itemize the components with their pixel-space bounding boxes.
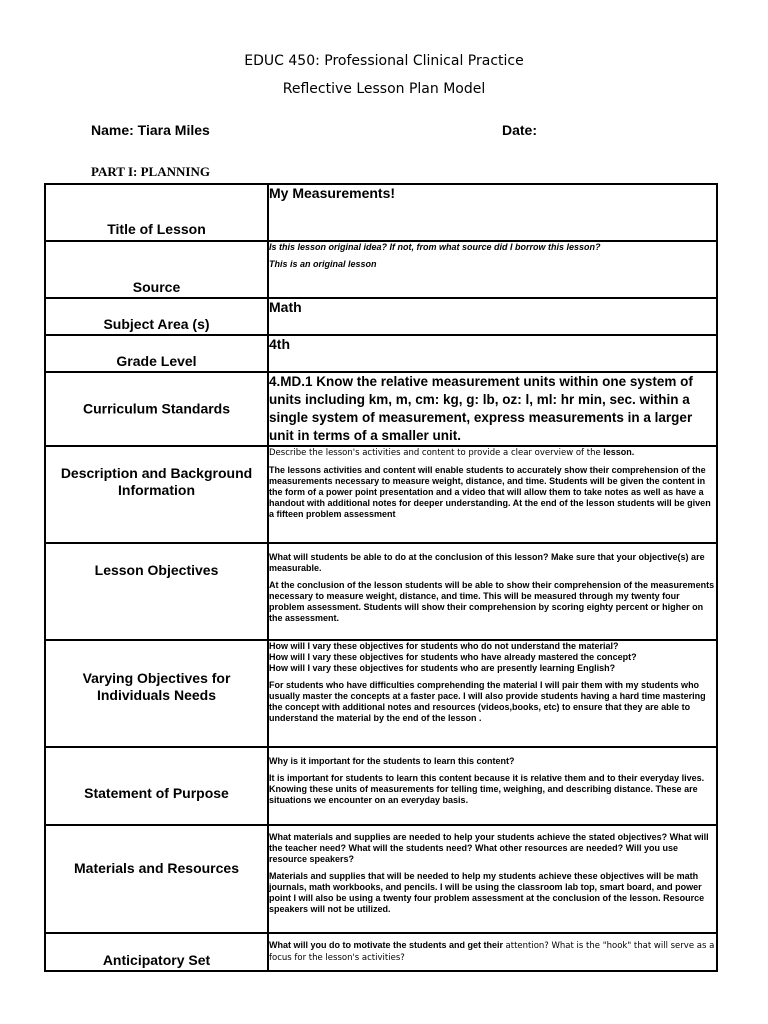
grade-value: 4th [269, 336, 290, 352]
row-label: Curriculum Standards [82, 400, 231, 417]
content-cell [268, 825, 717, 933]
purpose-answer: It is important for students to learn this content because it is relative them and to their everyday lives. Knowing these units of measurements for telling time, weighing, and describing distance. These are situations we encounter on an everyday basis. [269, 773, 705, 805]
content-cell [268, 335, 717, 372]
materials-prompt: What materials and supplies are needed to help your students achieve the stated objectives? What will the teacher need? What will the students need? What other resources are needed? Will you use resource speakers? [269, 832, 709, 864]
standards-value: 4.MD.1 Know the relative measurement units within one system of units including km, m, cm: kg, g: lb, oz: l, ml: hr min, sec. within a single system of measurement, express measurements in a larger unit in terms of a smaller unit. [269, 374, 693, 443]
label-cell [45, 446, 268, 543]
label-cell [45, 184, 268, 241]
row-anticipatory [45, 933, 717, 971]
description-answer: The lessons activities and content will enable students to accurately show their comprehension of the measurements necessary to measure weight, distance, and time. Students will be given the content in the form of a power point presentation and a video that will allow them to take notes as well as have a handout with additional notes for deeper understanding. At the end of the lesson students will be given a fifteen problem assessment [269, 465, 711, 519]
anticipatory-prompt-end: attention? What is the "hook" that will serve as a focus for the lesson's activities? [269, 941, 715, 963]
label-cell [45, 298, 268, 335]
row-label: Anticipatory Set [102, 952, 211, 968]
varying-prompt-1: How will I vary these objectives for students who do not understand the material? [269, 641, 619, 651]
lesson-title-value: My Measurements! [269, 185, 396, 201]
varying-prompt-2: How will I vary these objectives for students who have already mastered the concept? [269, 652, 637, 662]
content-cell [268, 184, 717, 241]
label-cell [45, 640, 268, 747]
row-label: Varying Objectives for Individuals Needs [82, 670, 231, 703]
date-label: Date: [502, 122, 538, 138]
label-cell [45, 372, 268, 446]
label-cell [45, 241, 268, 298]
materials-answer: Materials and supplies that will be needed to help my students achieve these objectives will be math journals, math workbooks, and pencils. I will be using the classroom lab top, smart board, and power point I will also be using a twenty four problem assessment at the conclusion of the lesson. Resource speakers will not be utilized. [269, 871, 705, 914]
content-cell [268, 747, 717, 825]
course-title: EDUC 450: Professional Clinical Practice [244, 53, 524, 69]
row-objectives [45, 543, 717, 640]
content-cell [268, 543, 717, 640]
subject-value: Math [269, 299, 302, 315]
label-cell [45, 933, 268, 971]
content-cell [268, 298, 717, 335]
row-label: Source [132, 279, 181, 295]
row-label: Description and Background Information [60, 465, 253, 498]
label-cell [45, 543, 268, 640]
anticipatory-prompt: What will you do to motivate the students and get their [269, 940, 504, 950]
row-materials [45, 825, 717, 933]
row-label: Title of Lesson [107, 221, 206, 237]
content-cell [268, 933, 717, 971]
varying-prompt-3: How will I vary these objectives for students who are presently learning English? [269, 663, 616, 673]
description-prompt-end: lesson. [603, 447, 635, 457]
content-cell [268, 241, 717, 298]
description-prompt: Describe the lesson's activities and content to provide a clear overview of the [269, 448, 601, 458]
row-standards [45, 372, 717, 446]
content-cell [268, 446, 717, 543]
varying-answer: For students who have difficulties comprehending the material I will pair them with my students who usually master the concepts at a faster pace. I will also provide students having a hard time mastering the concept with additional notes and resources (videos,books, etc) to ensure that they are able to understand the material by the end of the lesson . [269, 680, 706, 723]
label-cell [45, 825, 268, 933]
row-label: Subject Area (s) [103, 316, 210, 332]
source-prompt: Is this lesson original idea? If not, from what source did I borrow this lesson? [269, 242, 601, 252]
content-cell [268, 372, 717, 446]
row-label: Materials and Resources [74, 860, 239, 876]
purpose-prompt: Why is it important for the students to learn this content? [269, 756, 515, 766]
row-subject [45, 298, 717, 335]
row-purpose [45, 747, 717, 825]
row-varying [45, 640, 717, 747]
content-cell [268, 640, 717, 747]
section-heading: PART I: PLANNING [91, 164, 210, 179]
objectives-prompt: What will students be able to do at the conclusion of this lesson? Make sure that your objective(s) are measurable. [269, 552, 705, 573]
objectives-answer: At the conclusion of the lesson students will be able to show their comprehension of the measurements necessary to measure weight, distance, and time. This will be measured through my twenty four problem assessment. Students will show their comprehension by scoring eighty percent or higher on the assessment. [269, 580, 715, 623]
row-grade [45, 335, 717, 372]
document-subtitle: Reflective Lesson Plan Model [282, 81, 486, 97]
row-label: Grade Level [116, 353, 197, 369]
label-cell [45, 335, 268, 372]
row-label: Lesson Objectives [94, 562, 219, 578]
row-source [45, 241, 717, 298]
label-cell [45, 747, 268, 825]
student-name: Name: Tiara Miles [91, 122, 210, 138]
row-description [45, 446, 717, 543]
row-label: Statement of Purpose [84, 785, 229, 801]
lesson-plan-table [44, 183, 718, 972]
row-title [45, 184, 717, 241]
source-answer: This is an original lesson [269, 259, 377, 269]
